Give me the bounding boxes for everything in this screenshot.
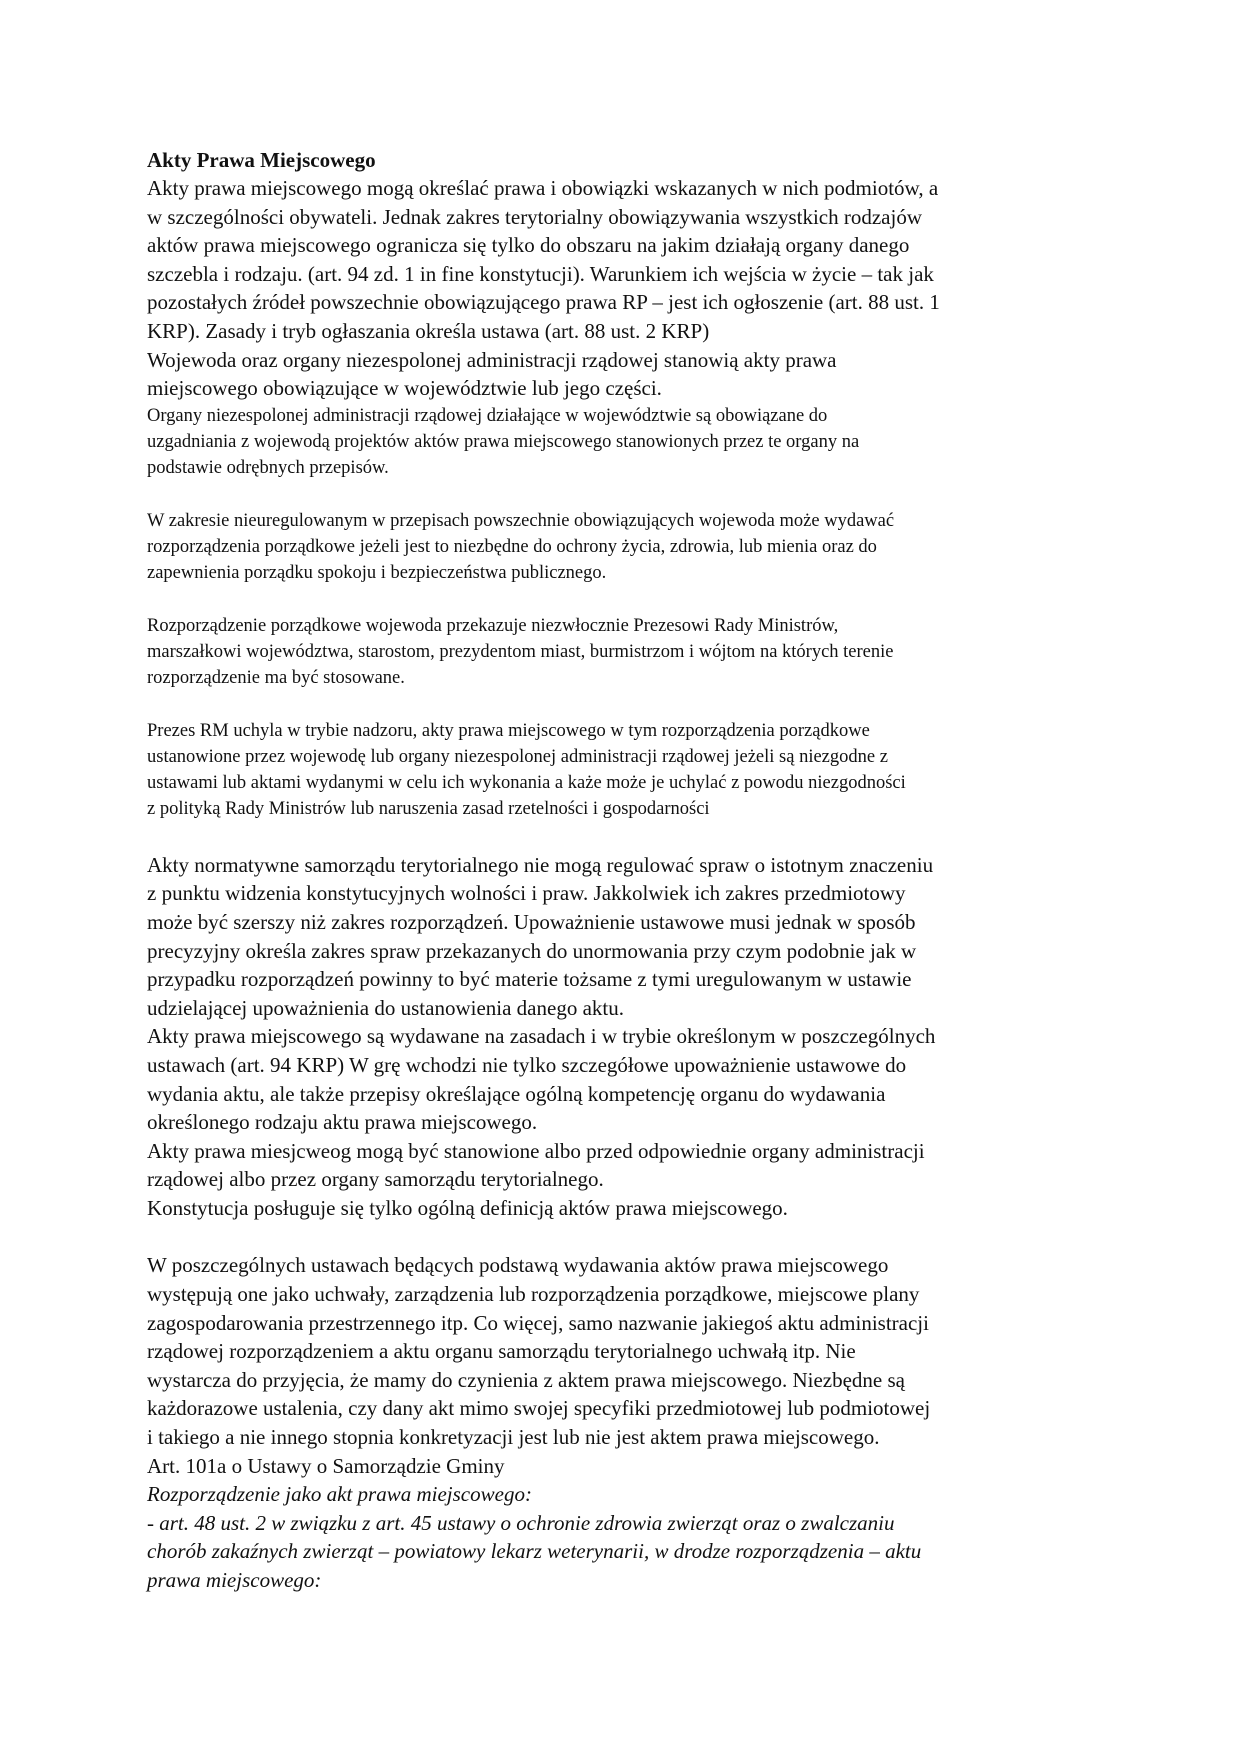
text-line: Akty prawa miesjcweog mogą być stanowione albo przed odpowiednie organy administracji [147, 1138, 925, 1163]
text-line: każdorazowe ustalenia, czy dany akt mimo swojej specyfiki przedmiotowej lub podmiotowej [147, 1396, 931, 1421]
text-line: uzgadniania z wojewodą projektów aktów prawa miejscowego stanowionych przez te organy na [147, 431, 860, 452]
text-line: Konstytucja posługuje się tylko ogólną definicją aktów prawa miejscowego. [147, 1195, 788, 1220]
text-line: Wojewoda oraz organy niezespolonej administracji rządowej stanowią akty prawa [147, 347, 837, 372]
text-line: przypadku rozporządzeń powinny to być materie tożsame z tymi uregulowanym w ustawie [147, 967, 912, 992]
document-page [147, 146, 1107, 1595]
text-line: w szczególności obywateli. Jednak zakres terytorialny obowiązywania wszystkich rodzajów [147, 204, 922, 229]
paragraph-9-italic [147, 1480, 1107, 1594]
text-line: Prezes RM uchyla w trybie nadzoru, akty prawa miejscowego w tym rozporządzenia porządkowe [147, 720, 870, 741]
text-line: Organy niezespolonej administracji rządowej działające w województwie są obowiązane do [147, 405, 828, 426]
text-line: Akty prawa miejscowego są wydawane na zasadach i w trybie określonym w poszczególnych [147, 1024, 936, 1049]
text-line: zapewnienia porządku spokoju i bezpieczeństwa publicznego. [147, 562, 607, 583]
paragraph-4 [147, 508, 1107, 586]
text-line: ustanowione przez wojewodę lub organy niezespolonej administracji rządowej jeżeli są niezgodne z [147, 746, 888, 767]
text-line: marszałkowi województwa, starostom, prezydentom miast, burmistrzom i wójtom na których terenie [147, 641, 894, 662]
text-line: Akty prawa miejscowego mogą określać prawa i obowiązki wskazanych w nich podmiotów, a [147, 176, 939, 200]
text-line: rządowej albo przez organy samorządu terytorialnego. [147, 1167, 604, 1192]
text-line: podstawie odrębnych przepisów. [147, 457, 389, 478]
text-line: szczebla i rodzaju. (art. 94 zd. 1 in fine konstytucji). Warunkiem ich wejścia w życie – tak jak [147, 261, 934, 286]
text-line: rozporządzenia porządkowe jeżeli jest to niezbędne do ochrony życia, zdrowia, lub mienia oraz do [147, 536, 877, 557]
text-line: chorób zakaźnych zwierząt – powiatowy lekarz weterynarii, w drodze rozporządzenia – aktu [147, 1539, 922, 1564]
text-line: z polityką Rady Ministrów lub naruszenia zasad rzetelności i gospodarności [147, 798, 710, 819]
text-line: z punktu widzenia konstytucyjnych wolności i praw. Jakkolwiek ich zakres przedmiotowy [147, 881, 906, 906]
paragraph-5 [147, 613, 1107, 691]
text-line: Rozporządzenie jako akt prawa miejscowego: [147, 1482, 532, 1507]
text-line: aktów prawa miejscowego ogranicza się tylko do obszaru na jakim działają organy danego [147, 233, 910, 258]
text-line: KRP). Zasady i tryb ogłaszania określa ustawa (art. 88 ust. 2 KRP) [147, 318, 710, 343]
text-line: ustawach (art. 94 KRP) W grę wchodzi nie tylko szczegółowe upoważnienie ustawowe do [147, 1052, 907, 1077]
text-line: pozostałych źródeł powszechnie obowiązującego prawa RP – jest ich ogłoszenie (art. 88 ust. 1 [147, 290, 940, 315]
text-line: rozporządzenie ma być stosowane. [147, 667, 405, 688]
text-line: - art. 48 ust. 2 w związku z art. 45 ustawy o ochronie zdrowia zwierząt oraz o zwalczaniu [147, 1510, 895, 1535]
text-line: prawa miejscowego: [147, 1568, 322, 1592]
text-line: ustawami lub aktami wydanymi w celu ich wykonania a każe może je uchylać z powodu niezgodności [147, 772, 906, 793]
document-title: Akty Prawa Miejscowego [147, 148, 376, 172]
text-line: i takiego a nie innego stopnia konkretyzacji jest lub nie jest aktem prawa miejscowego. [147, 1425, 880, 1450]
text-line: Akty normatywne samorządu terytorialnego nie mogą regulować spraw o istotnym znaczeniu [147, 852, 934, 877]
text-line: zagospodarowania przestrzennego itp. Co więcej, samo nazwanie jakiegoś aktu administracji [147, 1310, 929, 1335]
text-line: rządowej rozporządzeniem a aktu organu samorządu terytorialnego uchwałą itp. Nie [147, 1339, 856, 1364]
text-line: wydania aktu, ale także przepisy określające ogólną kompetencję organu do wydawania [147, 1081, 886, 1106]
text-line: Art. 101a o Ustawy o Samorządzie Gminy [147, 1453, 505, 1478]
text-line: W poszczególnych ustawach będących podstawą wydawania aktów prawa miejscowego [147, 1253, 889, 1278]
paragraph-3 [147, 403, 1107, 481]
text-line: miejscowego obowiązujące w województwie lub jego części. [147, 376, 662, 401]
text-line: może być szerszy niż zakres rozporządzeń. Upoważnienie ustawowe musi jednak w sposób [147, 909, 916, 934]
text-line: występują one jako uchwały, zarządzenia lub rozporządzenia porządkowe, miejscowe plany [147, 1282, 920, 1307]
paragraph-2 [147, 346, 1107, 403]
paragraph-6 [147, 718, 1107, 822]
paragraph-7 [147, 851, 1107, 1223]
text-line: udzielającej upoważnienia do ustanowienia danego aktu. [147, 995, 624, 1020]
text-line: W zakresie nieuregulowanym w przepisach powszechnie obowiązujących wojewoda może wydawać [147, 510, 895, 531]
paragraph-8 [147, 1251, 1107, 1480]
text-line: określonego rodzaju aktu prawa miejscowego. [147, 1110, 538, 1135]
text-line: Rozporządzenie porządkowe wojewoda przekazuje niezwłocznie Prezesowi Rady Ministrów, [147, 615, 839, 636]
text-line: precyzyjny określa zakres spraw przekazanych do unormowania przy czym podobnie jak w [147, 938, 917, 963]
paragraph-1 [147, 174, 1107, 346]
text-line: wystarcza do przyjęcia, że mamy do czynienia z aktem prawa miejscowego. Niezbędne są [147, 1367, 905, 1392]
